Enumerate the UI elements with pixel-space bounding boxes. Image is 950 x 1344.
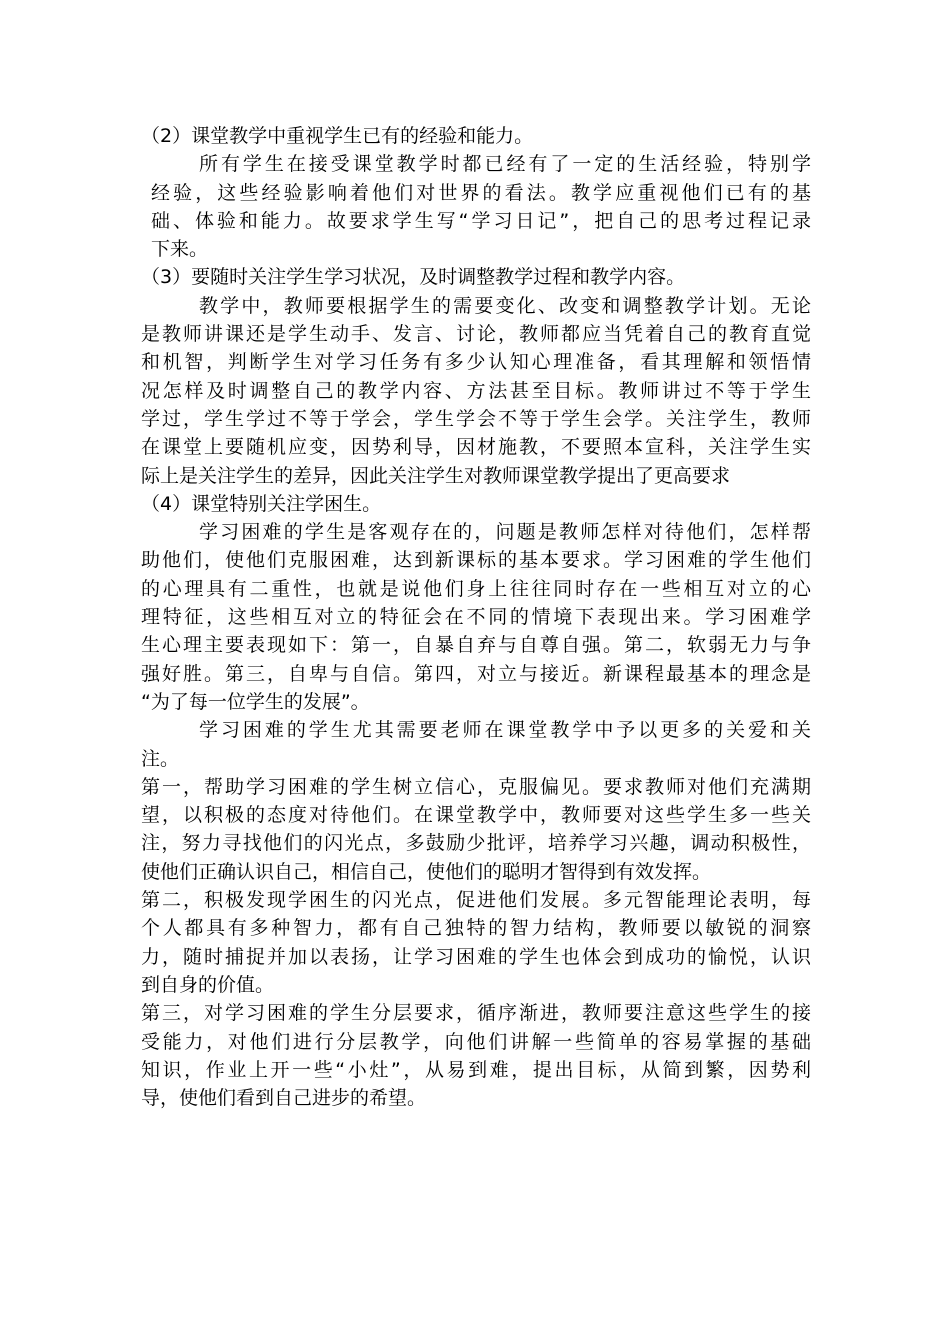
- paragraph-struggling-students: [141, 518, 811, 716]
- section-heading-2: [141, 122, 811, 150]
- text-line: 是教师讲课还是学生动手、发言、讨论，教师都应当凭着自己的教育直觉: [141, 323, 811, 346]
- text-line: 知识，作业上开一些“小灶”，从易到难，提出目标，从简到繁，因势利: [141, 1058, 811, 1081]
- point-second: [141, 886, 811, 999]
- text-line: 下来。: [151, 238, 209, 261]
- text-line: 望，以积极的态度对待他们。在课堂教学中，教师要对这些学生多一些关: [141, 804, 811, 827]
- text-line: 的心理具有二重性，也就是说他们身上往往同时存在一些相互对立的心: [141, 577, 811, 600]
- text-line: 个人都具有多种智力，都有自己独特的智力结构，教师要以敏锐的洞察: [141, 917, 811, 940]
- text-line: 学习困难的学生尤其需要老师在课堂教学中予以更多的关爱和关: [199, 719, 811, 742]
- text-line: 第三，对学习困难的学生分层要求，循序渐进，教师要注意这些学生的接: [141, 1002, 811, 1025]
- text-line: 础、体验和能力。故要求学生写“学习日记”，把自己的思考过程记录: [151, 209, 811, 232]
- text-line: 使他们正确认识自己，相信自己，使他们的聪明才智得到有效发挥。: [141, 860, 712, 883]
- text-line: （3）要随时关注学生学习状况，及时调整教学过程和教学内容。: [141, 266, 686, 289]
- point-third: [141, 999, 811, 1112]
- text-line: 际上是关注学生的差异，因此关注学生对教师课堂教学提出了更高要求: [141, 464, 731, 487]
- text-line: “为了每一位学生的发展”。: [141, 690, 370, 713]
- text-line: 受能力，对他们进行分层教学，向他们讲解一些简单的容易掌握的基础: [141, 1030, 811, 1053]
- paragraph-extra-care: [141, 716, 811, 773]
- text-line: 生心理主要表现如下：第一，自暴自弃与自尊自强。第二，软弱无力与争: [141, 634, 811, 657]
- text-line: 在课堂上要随机应变，因势利导，因材施教，不要照本宣科，关注学生实: [141, 436, 811, 459]
- text-line: 第二，积极发现学困生的闪光点，促进他们发展。多元智能理论表明，每: [141, 889, 811, 912]
- text-line: 况怎样及时调整自己的教学内容、方法甚至目标。教师讲过不等于学生: [141, 379, 811, 402]
- point-first: [141, 773, 811, 886]
- text-line: 经验，这些经验影响着他们对世界的看法。教学应重视他们已有的基: [151, 181, 811, 204]
- paragraph-experience: [141, 150, 811, 263]
- text-line: 强好胜。第三，自卑与自信。第四，对立与接近。新课程最基本的理念是: [141, 662, 811, 685]
- text-line: （4）课堂特别关注学困生。: [141, 492, 382, 515]
- text-line: 学过，学生学过不等于学会，学生学会不等于学生会学。关注学生，教师: [141, 407, 811, 430]
- text-line: 力，随时捕捉并加以表扬，让学习困难的学生也体会到成功的愉悦，认识: [141, 945, 811, 968]
- text-line: 导，使他们看到自己进步的希望。: [141, 1087, 427, 1110]
- paragraph-adjust-teaching: [141, 292, 811, 490]
- text-line: 教学中，教师要根据学生的需要变化、改变和调整教学计划。无论: [199, 294, 811, 317]
- text-line: 学习困难的学生是客观存在的，问题是教师怎样对待他们，怎样帮: [199, 521, 811, 544]
- text-line: 和机智，判断学生对学习任务有多少认知心理准备，看其理解和领悟情: [141, 351, 811, 374]
- text-line: 所有学生在接受课堂教学时都已经有了一定的生活经验，特别学: [199, 153, 811, 176]
- text-line: 理特征，这些相互对立的特征会在不同的情境下表现出来。学习困难学: [141, 606, 811, 629]
- text-line: 注。: [141, 747, 180, 770]
- text-line: 注，努力寻找他们的闪光点，多鼓励少批评，培养学习兴趣，调动积极性，: [141, 832, 811, 855]
- section-heading-4: [141, 490, 811, 518]
- section-heading-3: [141, 263, 811, 291]
- document-body: [141, 122, 811, 1112]
- text-line: 助他们，使他们克服困难，达到新课标的基本要求。学习困难的学生他们: [141, 549, 811, 572]
- text-line: 到自身的价值。: [141, 973, 275, 996]
- text-line: 第一，帮助学习困难的学生树立信心，克服偏见。要求教师对他们充满期: [141, 775, 811, 798]
- text-line: （2）课堂教学中重视学生已有的经验和能力。: [141, 125, 534, 147]
